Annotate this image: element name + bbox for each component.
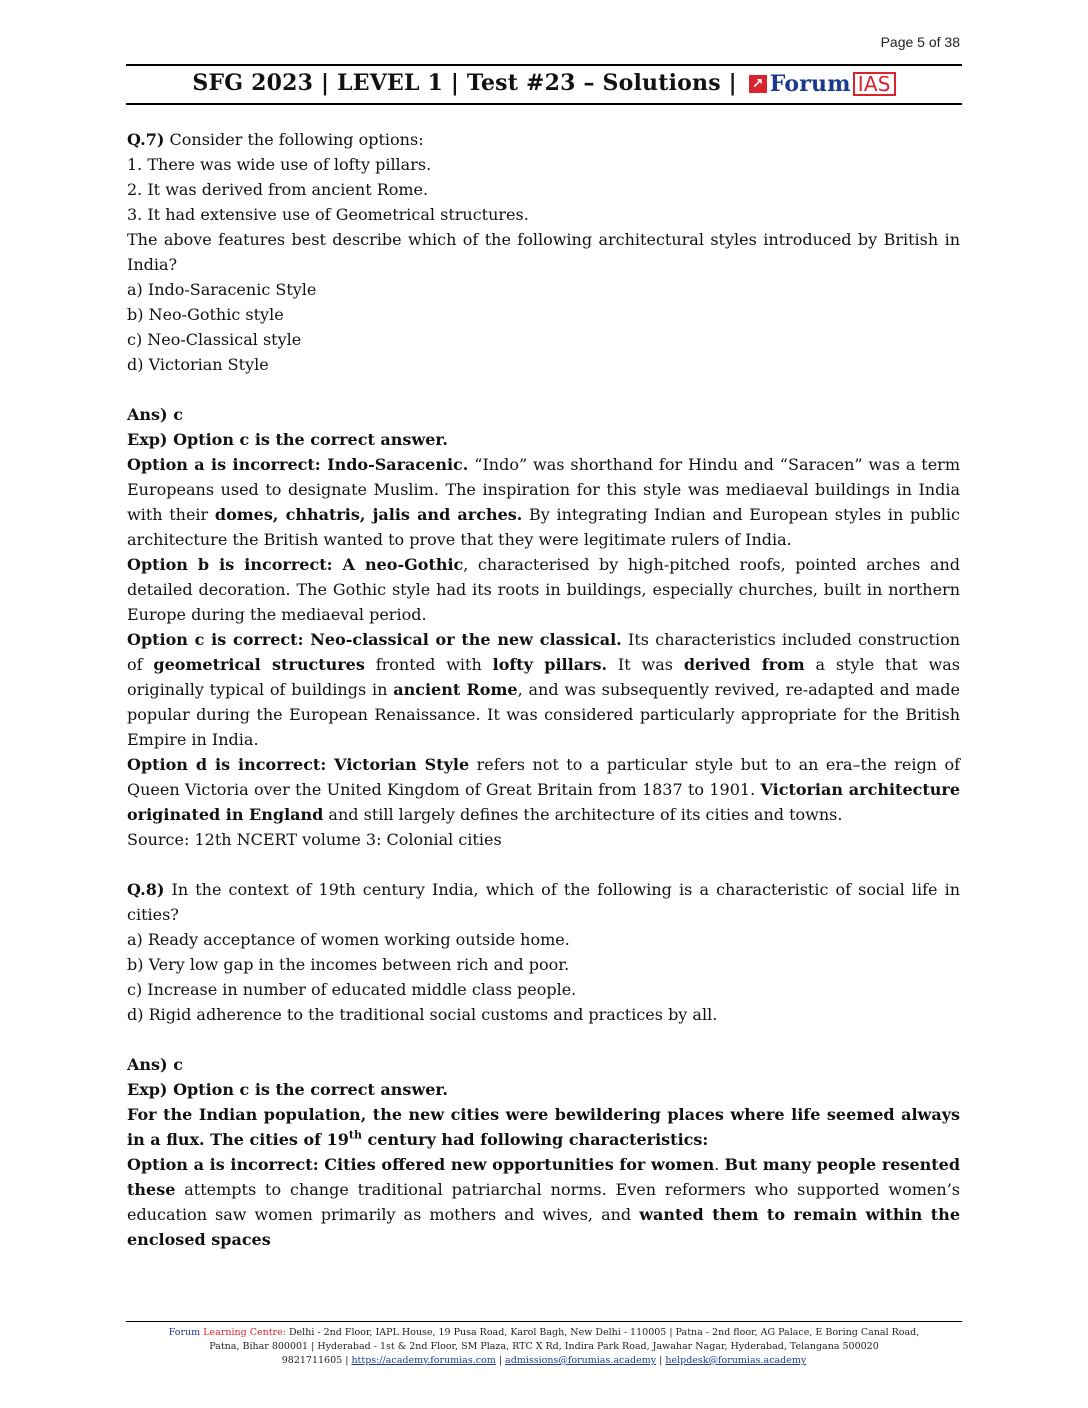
page-content bbox=[127, 127, 960, 1252]
footer-rule bbox=[126, 1321, 962, 1322]
q8-option-d: d) Rigid adherence to the traditional social customs and practices by all. bbox=[127, 1005, 718, 1024]
q7-explanation-c: Option c is correct: Neo-classical or the new classical. Its characteristics included construction of geometrical structures fronted with lofty pillars. It was derived from a style that was originally typical of buildings in ancient Rome, and was subsequently revived, re-adapted and made popular during the European Renaissance. It was considered particularly appropriate for the British Empire in India. bbox=[127, 630, 961, 749]
q7-question: The above features best describe which of the following architectural styles introduced by British in India? bbox=[127, 230, 960, 274]
test-title: SFG 2023 | LEVEL 1 | Test #23 – Solutions | bbox=[192, 70, 737, 96]
footer-contacts: 9821711605 | https://academy.forumias.com | admissions@forumias.academy | helpdesk@forumias.academy bbox=[281, 1355, 807, 1366]
header-rule-top bbox=[126, 64, 962, 66]
forumias-logo bbox=[749, 71, 896, 97]
arrow-up-right-icon: ↗ bbox=[749, 75, 767, 93]
q8-option-c: c) Increase in number of educated middle class people. bbox=[127, 980, 577, 999]
footer bbox=[126, 1326, 962, 1368]
q7-option-b: b) Neo-Gothic style bbox=[127, 305, 284, 324]
q8-stem: Q.8) In the context of 19th century India, which of the following is a characteristic of social life in cities? bbox=[127, 880, 960, 924]
footer-address-line-2: Patna, Bihar 800001 | Hyderabad - 1st & 2nd Floor, SM Plaza, RTC X Rd, Indira Park Road, Jawahar Nagar, Hyderabad, Telangana 500020 bbox=[209, 1341, 879, 1352]
q7-explanation-b: Option b is incorrect: A neo-Gothic, characterised by high-pitched roofs, pointed arches and detailed decoration. The Gothic style had its roots in buildings, especially churches, built in northern Europe during the mediaeval period. bbox=[127, 555, 961, 624]
q7-answer: Ans) c bbox=[127, 405, 183, 424]
footer-link-admissions[interactable]: admissions@forumias.academy bbox=[505, 1355, 657, 1366]
q8-answer: Ans) c bbox=[127, 1055, 183, 1074]
footer-address-line-1: Forum Learning Centre: Delhi - 2nd Floor, IAPL House, 19 Pusa Road, Karol Bagh, New Delhi - 110005 | Patna - 2nd floor, AG Palace, E Boring Canal Road, bbox=[168, 1327, 920, 1338]
q7-source: Source: 12th NCERT volume 3: Colonial cities bbox=[127, 830, 502, 849]
q8-explanation-a: Option a is incorrect: Cities offered new opportunities for women. But many people resented these attempts to change traditional patriarchal norms. Even reformers who supported women’s education saw women primarily as mothers and wives, and wanted them to remain within the enclosed spaces bbox=[127, 1155, 961, 1249]
q8-option-a: a) Ready acceptance of women working outside home. bbox=[127, 930, 570, 949]
q8-intro: For the Indian population, the new cities were bewildering places where life seemed always in a flux. The cities of 19th century had following characteristics: bbox=[127, 1105, 960, 1149]
header-rule-bottom bbox=[126, 103, 962, 105]
q7-option-c: c) Neo-Classical style bbox=[127, 330, 302, 349]
q7-explanation-heading: Exp) Option c is the correct answer. bbox=[127, 430, 448, 449]
q7-option-a: a) Indo-Saracenic Style bbox=[127, 280, 317, 299]
q7-item-3: 3. It had extensive use of Geometrical structures. bbox=[127, 205, 529, 224]
q7-option-d: d) Victorian Style bbox=[127, 355, 269, 374]
footer-phone: 9821711605 bbox=[281, 1355, 343, 1366]
footer-link-helpdesk[interactable]: helpdesk@forumias.academy bbox=[665, 1355, 807, 1366]
logo-ias-text: IAS bbox=[853, 72, 896, 96]
q7-explanation-d: Option d is incorrect: Victorian Style refers not to a particular style but to an era–the reign of Queen Victoria over the United Kingdom of Great Britain from 1837 to 1901. Victorian architecture originated in England and still largely defines the architecture of its cities and towns. bbox=[127, 755, 961, 824]
q8-explanation-heading: Exp) Option c is the correct answer. bbox=[127, 1080, 448, 1099]
header-title bbox=[126, 70, 962, 97]
q7-stem: Q.7) Consider the following options: bbox=[127, 130, 424, 149]
footer-link-academy[interactable]: https://academy.forumias.com bbox=[351, 1355, 496, 1366]
page-number: Page 5 of 38 bbox=[880, 34, 960, 50]
q8-option-b: b) Very low gap in the incomes between rich and poor. bbox=[127, 955, 570, 974]
q7-item-1: 1. There was wide use of lofty pillars. bbox=[127, 155, 432, 174]
q7-explanation-a: Option a is incorrect: Indo-Saracenic. “Indo” was shorthand for Hindu and “Saracen” was a term Europeans used to designate Muslim. The inspiration for this style was mediaeval buildings in India with their domes, chhatris, jalis and arches. By integrating Indian and European styles in public architecture the British wanted to prove that they were legitimate rulers of India. bbox=[127, 455, 961, 549]
q7-item-2: 2. It was derived from ancient Rome. bbox=[127, 180, 429, 199]
logo-forum-text: Forum bbox=[769, 71, 851, 97]
